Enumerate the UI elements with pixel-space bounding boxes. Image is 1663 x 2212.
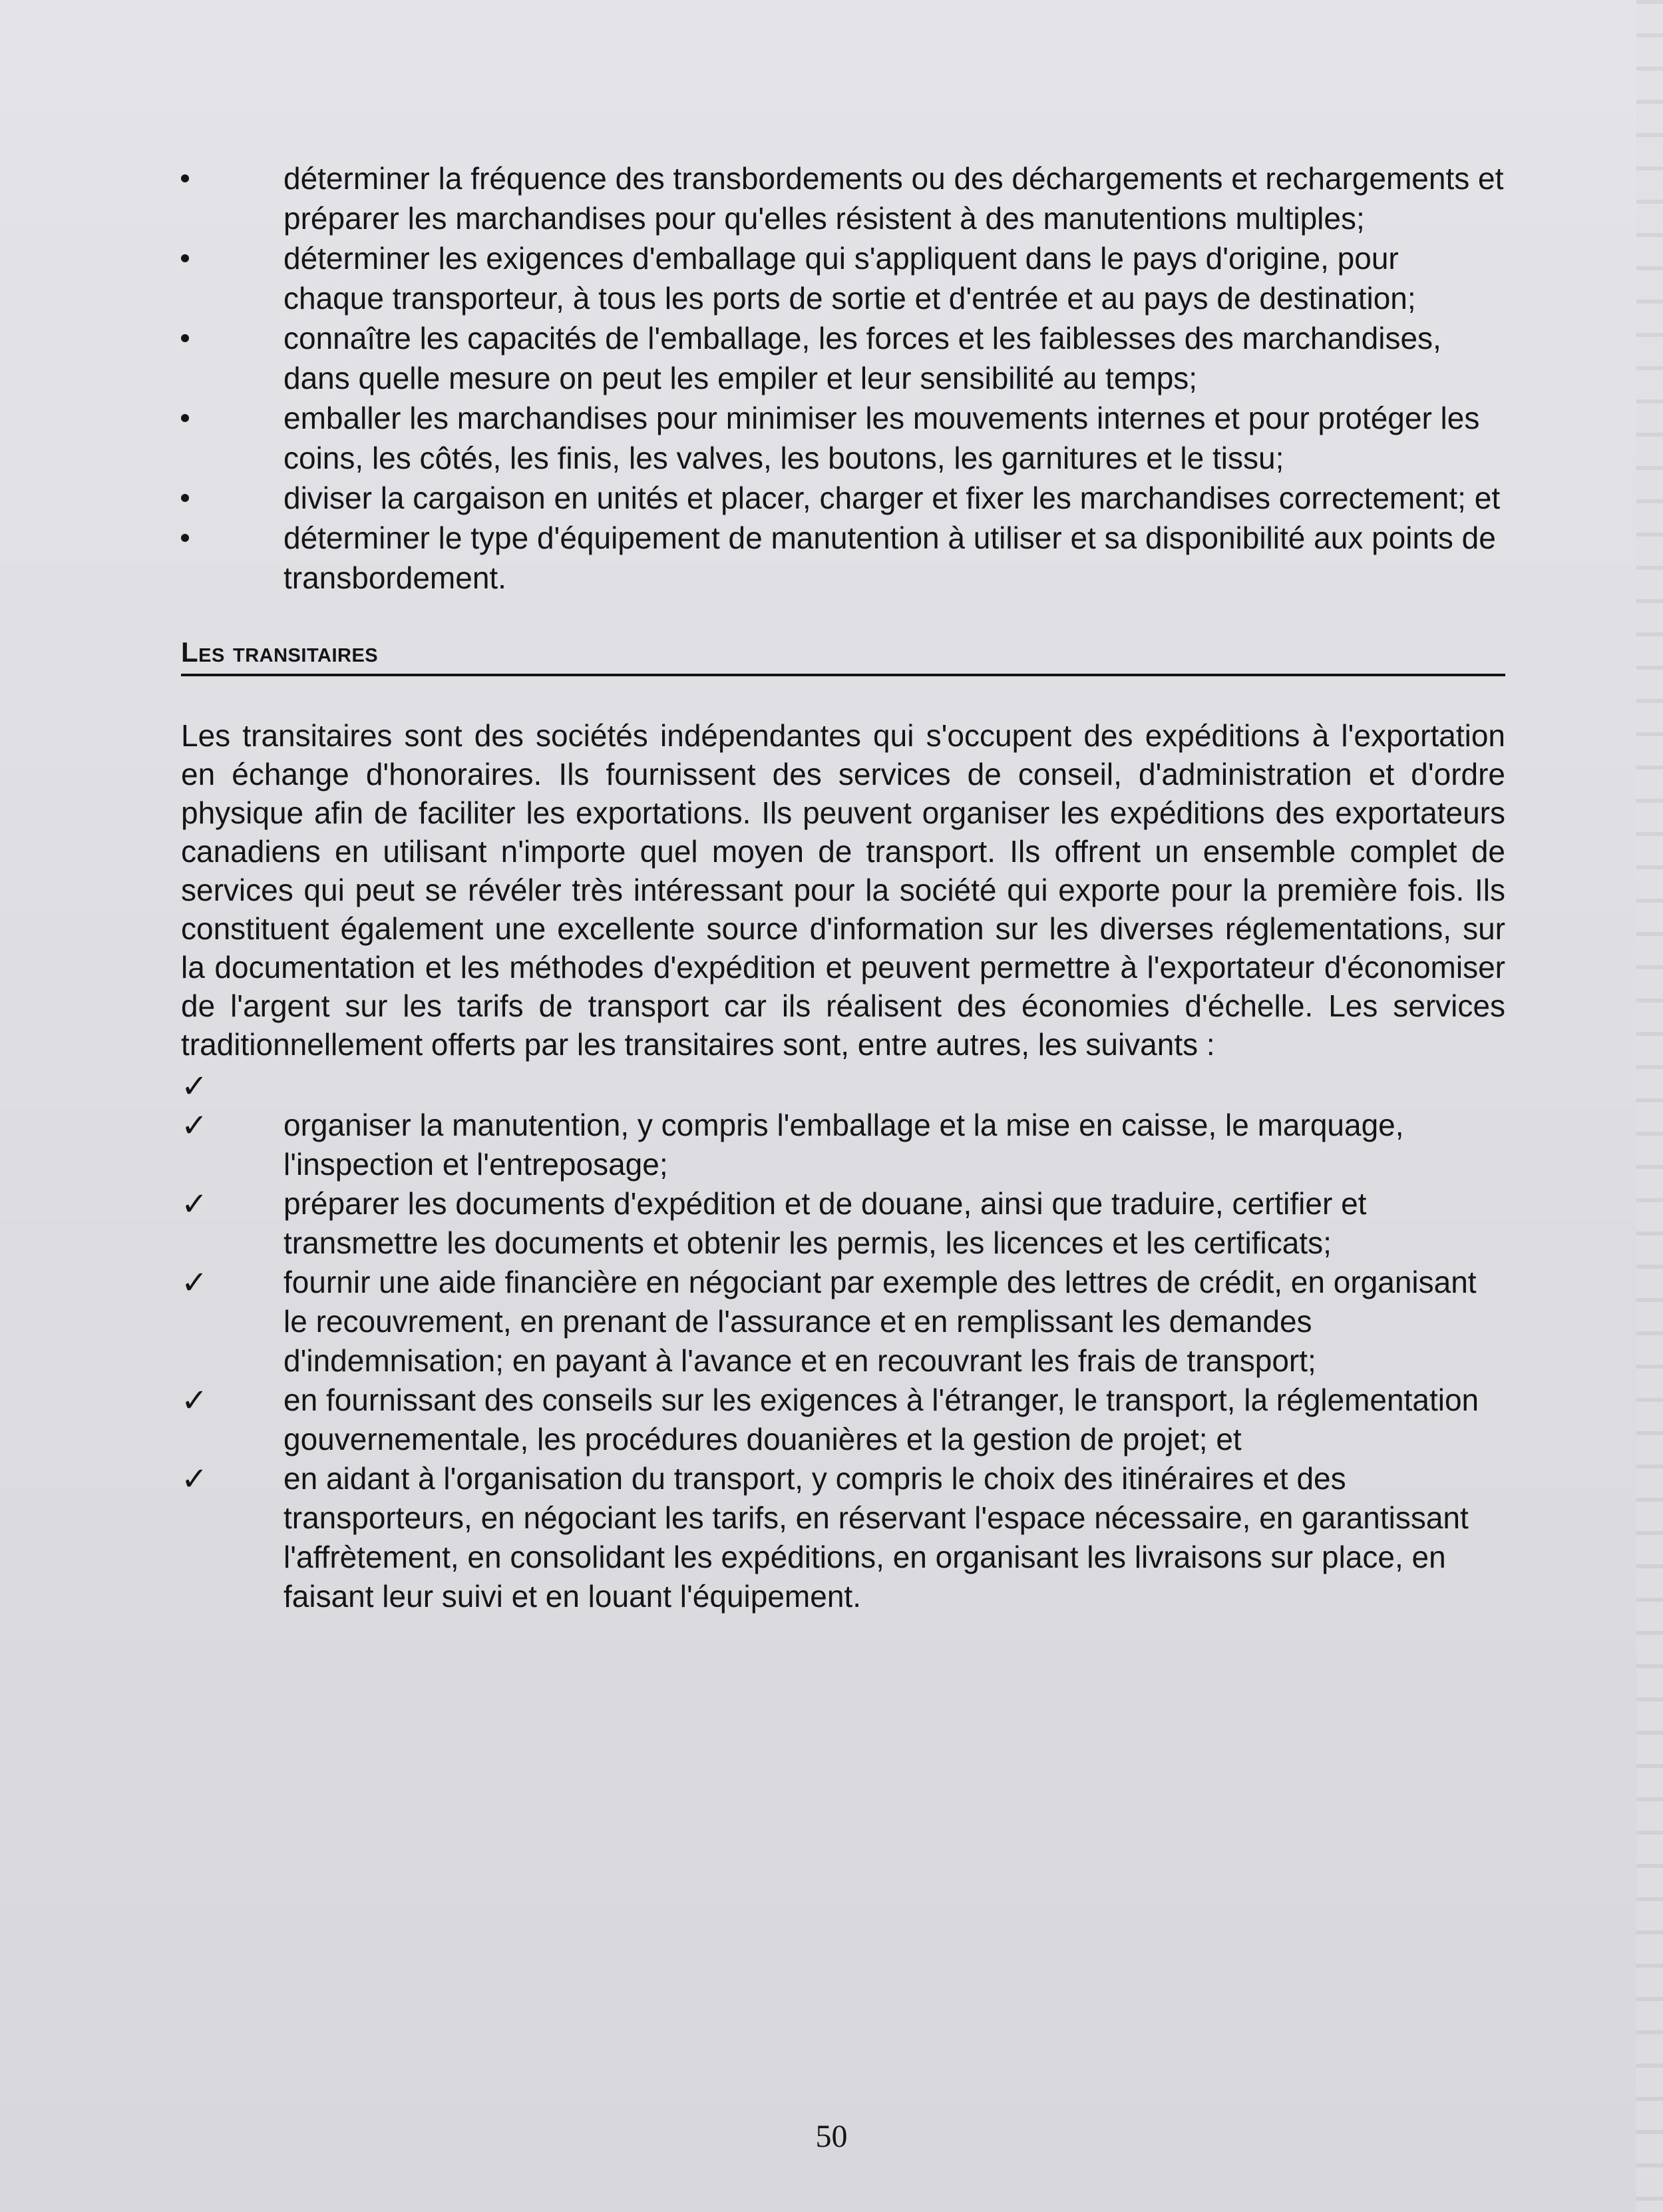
bullet-item <box>181 158 1505 238</box>
page-content <box>181 158 1505 1616</box>
checklist-text: en aidant à l'organisation du transport, y compris le choix des itinéraires et des transporteurs, en négociant les tarifs, en réservant l'espace nécessaire, en garantissant l'affrètement, en consolidant les expéditions, en organisant les livraisons sur place, en faisant leur suivi et en louant l'équipement. <box>283 1461 1469 1614</box>
bullet-dot-icon <box>181 494 189 502</box>
bullet-list <box>181 158 1505 598</box>
checklist-item <box>181 1106 1505 1184</box>
bullet-dot-icon <box>181 534 189 542</box>
checklist-item <box>181 1066 1505 1106</box>
bullet-item <box>181 518 1505 598</box>
bullet-text: diviser la cargaison en unités et placer, charger et fixer les marchandises correctement; et <box>283 481 1501 515</box>
bullet-item <box>181 238 1505 318</box>
bullet-dot-icon <box>181 334 189 342</box>
checklist-text: organiser la manutention, y compris l'emballage et la mise en caisse, le marquage, l'inspection et l'entreposage; <box>283 1108 1404 1182</box>
bullet-dot-icon <box>181 174 189 182</box>
bullet-text: déterminer le type d'équipement de manutention à utiliser et sa disponibilité aux points de transbordement. <box>283 521 1496 595</box>
checkmark-icon: ✓ <box>181 1107 208 1144</box>
checklist-text: préparer les documents d'expédition et de douane, ainsi que traduire, certifier et transmettre les documents et obtenir les permis, les licences et les certificats; <box>283 1186 1367 1260</box>
checkmark-icon: ✓ <box>181 1068 208 1105</box>
bullet-text: emballer les marchandises pour minimiser les mouvements internes et pour protéger les coins, les côtés, les finis, les valves, les boutons, les garnitures et le tissu; <box>283 401 1480 475</box>
bullet-text: déterminer la fréquence des transbordements ou des déchargements et rechargements et préparer les marchandises pour qu'elles résistent à des manutentions multiples; <box>283 161 1504 236</box>
checkmark-icon: ✓ <box>181 1460 208 1498</box>
bullet-dot-icon <box>181 254 189 262</box>
checklist-item <box>181 1381 1505 1459</box>
page-number: 50 <box>815 2119 848 2154</box>
checkmark-icon: ✓ <box>181 1264 208 1301</box>
checklist-text: en fournissant des conseils sur les exigences à l'étranger, le transport, la réglementation gouvernementale, les procédures douanières et la gestion de projet; et <box>283 1383 1479 1456</box>
checkmark-icon: ✓ <box>181 1186 208 1223</box>
checklist-text: fournir une aide financière en négociant par exemple des lettres de crédit, en organisant le recouvrement, en prenant de l'assurance et en remplissant les demandes d'indemnisation; en payant à l'avance et en recouvrant les frais de transport; <box>283 1265 1477 1378</box>
checklist <box>181 1066 1505 1616</box>
binding-edge-decoration <box>1636 0 1663 2212</box>
section-intro-paragraph: Les transitaires sont des sociétés indépendantes qui s'occupent des expéditions à l'exportation en échange d'honoraires. Ils fournissent des services de conseil, d'administration et d'ordre physique afin de faciliter les exportations. Ils peuvent organiser les expéditions des exportateurs canadiens en utilisant n'importe quel moyen de transport. Ils offrent un ensemble complet de services qui peut se révéler très intéressant pour la société qui exporte pour la première fois. Ils constituent également une excellente source d'information sur les diverses réglementations, sur la documentation et les méthodes d'expédition et peuvent permettre à l'exportateur d'économiser de l'argent sur les tarifs de transport car ils réalisent des économies d'échelle. Les services traditionnellement offerts par les transitaires sont, entre autres, les suivants : <box>181 718 1505 1062</box>
bullet-item <box>181 398 1505 478</box>
bullet-dot-icon <box>181 414 189 422</box>
checklist-item <box>181 1184 1505 1263</box>
checklist-item <box>181 1459 1505 1616</box>
checklist-item <box>181 1263 1505 1381</box>
bullet-text: connaître les capacités de l'emballage, les forces et les faiblesses des marchandises, dans quelle mesure on peut les empiler et leur sensibilité au temps; <box>283 321 1441 395</box>
bullet-text: déterminer les exigences d'emballage qui s'appliquent dans le pays d'origine, pour chaque transporteur, à tous les ports de sortie et d'entrée et au pays de destination; <box>283 241 1416 316</box>
checkmark-icon: ✓ <box>181 1382 208 1419</box>
section-heading: Les transitaires <box>181 634 1505 676</box>
bullet-item <box>181 318 1505 398</box>
bullet-item <box>181 478 1505 518</box>
